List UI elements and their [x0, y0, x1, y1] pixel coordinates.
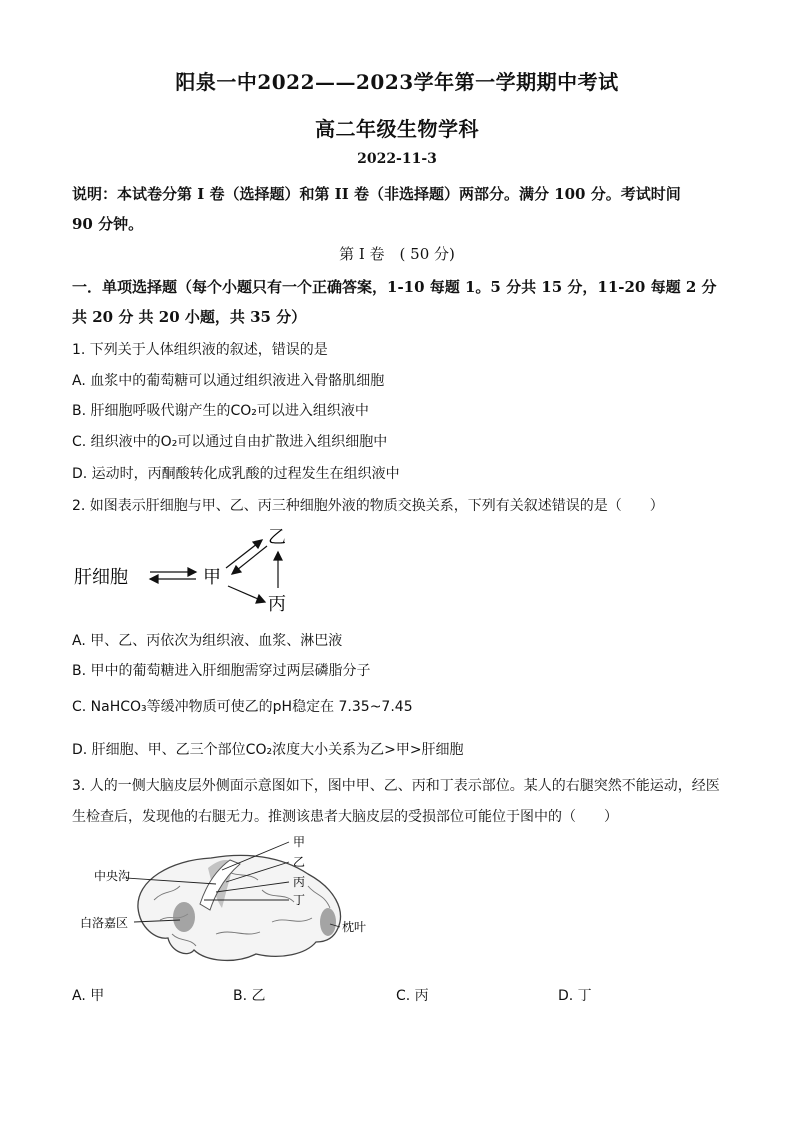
jia-label: 甲: [203, 567, 221, 588]
section-heading-line-2: 共 20 分 共 20 小题，共 35 分）: [72, 308, 307, 326]
fig-yi-label: 乙: [293, 855, 306, 869]
instructions-line-1: 说明：本试卷分第 I 卷（选择题）和第 II 卷（非选择题）两部分。满分 100 分。考试时间: [72, 185, 681, 203]
q1-stem: 1. 下列关于人体组织液的叙述，错误的是: [72, 342, 328, 358]
q2-option-c: C. NaHCO₃等缓冲物质可使乙的pH稳定在 7.35~7.45: [72, 699, 413, 715]
instructions-line-2: 90 分钟。: [72, 215, 144, 233]
occipital-label: 枕叶: [342, 920, 367, 934]
q2-option-d: D. 肝细胞、甲、乙三个部位CO₂浓度大小关系为乙>甲>肝细胞: [72, 742, 464, 758]
q1-option-a: A. 血浆中的葡萄糖可以通过组织液进入骨骼肌细胞: [72, 373, 385, 389]
section-heading-line-1: 一．单项选择题（每个小题只有一个正确答案，1-10 每题 1。5 分共 15 分，11-20 每题 2 分: [72, 278, 717, 296]
brain-outline: [138, 855, 341, 960]
part1-heading: 第 I 卷 ( 50 分): [339, 245, 455, 263]
bing-label: 丙: [268, 594, 286, 615]
fig-bing-label: 丙: [293, 875, 306, 889]
jia-bing-arrow: [228, 586, 265, 603]
q2-option-b: B. 甲中的葡萄糖进入肝细胞需穿过两层磷脂分子: [72, 663, 371, 679]
jia-yi-double-arrow: [226, 540, 267, 574]
q2-option-a: A. 甲、乙、丙依次为组织液、血浆、淋巴液: [72, 633, 343, 649]
q3-option-a: A. 甲: [72, 988, 105, 1004]
q1-option-c: C. 组织液中的O₂可以通过自由扩散进入组织细胞中: [72, 434, 388, 450]
central-sulcus-label: 中央沟: [94, 869, 131, 883]
exam-date: 2022-11-3: [357, 151, 437, 167]
q2-exchange-diagram: [70, 522, 330, 617]
yi-label: 乙: [268, 527, 286, 548]
liver-jia-double-arrow: [150, 568, 196, 583]
q3-option-b: B. 乙: [233, 988, 266, 1004]
broca-area-shade: [173, 902, 195, 932]
q3-option-c: C. 丙: [396, 988, 429, 1004]
occipital-shade: [320, 908, 336, 936]
q3-stem-line-1: 3. 人的一侧大脑皮层外侧面示意图如下，图中甲、乙、丙和丁表示部位。某人的右腿突然不能运动，经医: [72, 778, 720, 794]
q3-brain-figure: [76, 830, 367, 975]
q2-stem: 2. 如图表示肝细胞与甲、乙、丙三种细胞外液的物质交换关系，下列有关叙述错误的是（ ）: [72, 498, 664, 514]
fig-jia-label: 甲: [293, 835, 306, 849]
exam-title: 阳泉一中2022——2023学年第一学期期中考试: [175, 70, 619, 94]
liver-cell-label: 肝细胞: [74, 567, 128, 588]
q1-option-b: B. 肝细胞呼吸代谢产生的CO₂可以进入组织液中: [72, 403, 369, 419]
q3-stem-line-2: 生检查后，发现他的右腿无力。推测该患者大脑皮层的受损部位可能位于图中的（ ）: [72, 809, 618, 825]
q1-option-d: D. 运动时，丙酮酸转化成乳酸的过程发生在组织液中: [72, 466, 400, 482]
exam-subtitle: 高二年级生物学科: [315, 117, 479, 141]
bing-yi-arrow: [274, 552, 282, 588]
broca-label: 白洛嘉区: [80, 916, 129, 930]
q3-option-d: D. 丁: [558, 988, 592, 1004]
fig-ding-label: 丁: [293, 893, 306, 907]
